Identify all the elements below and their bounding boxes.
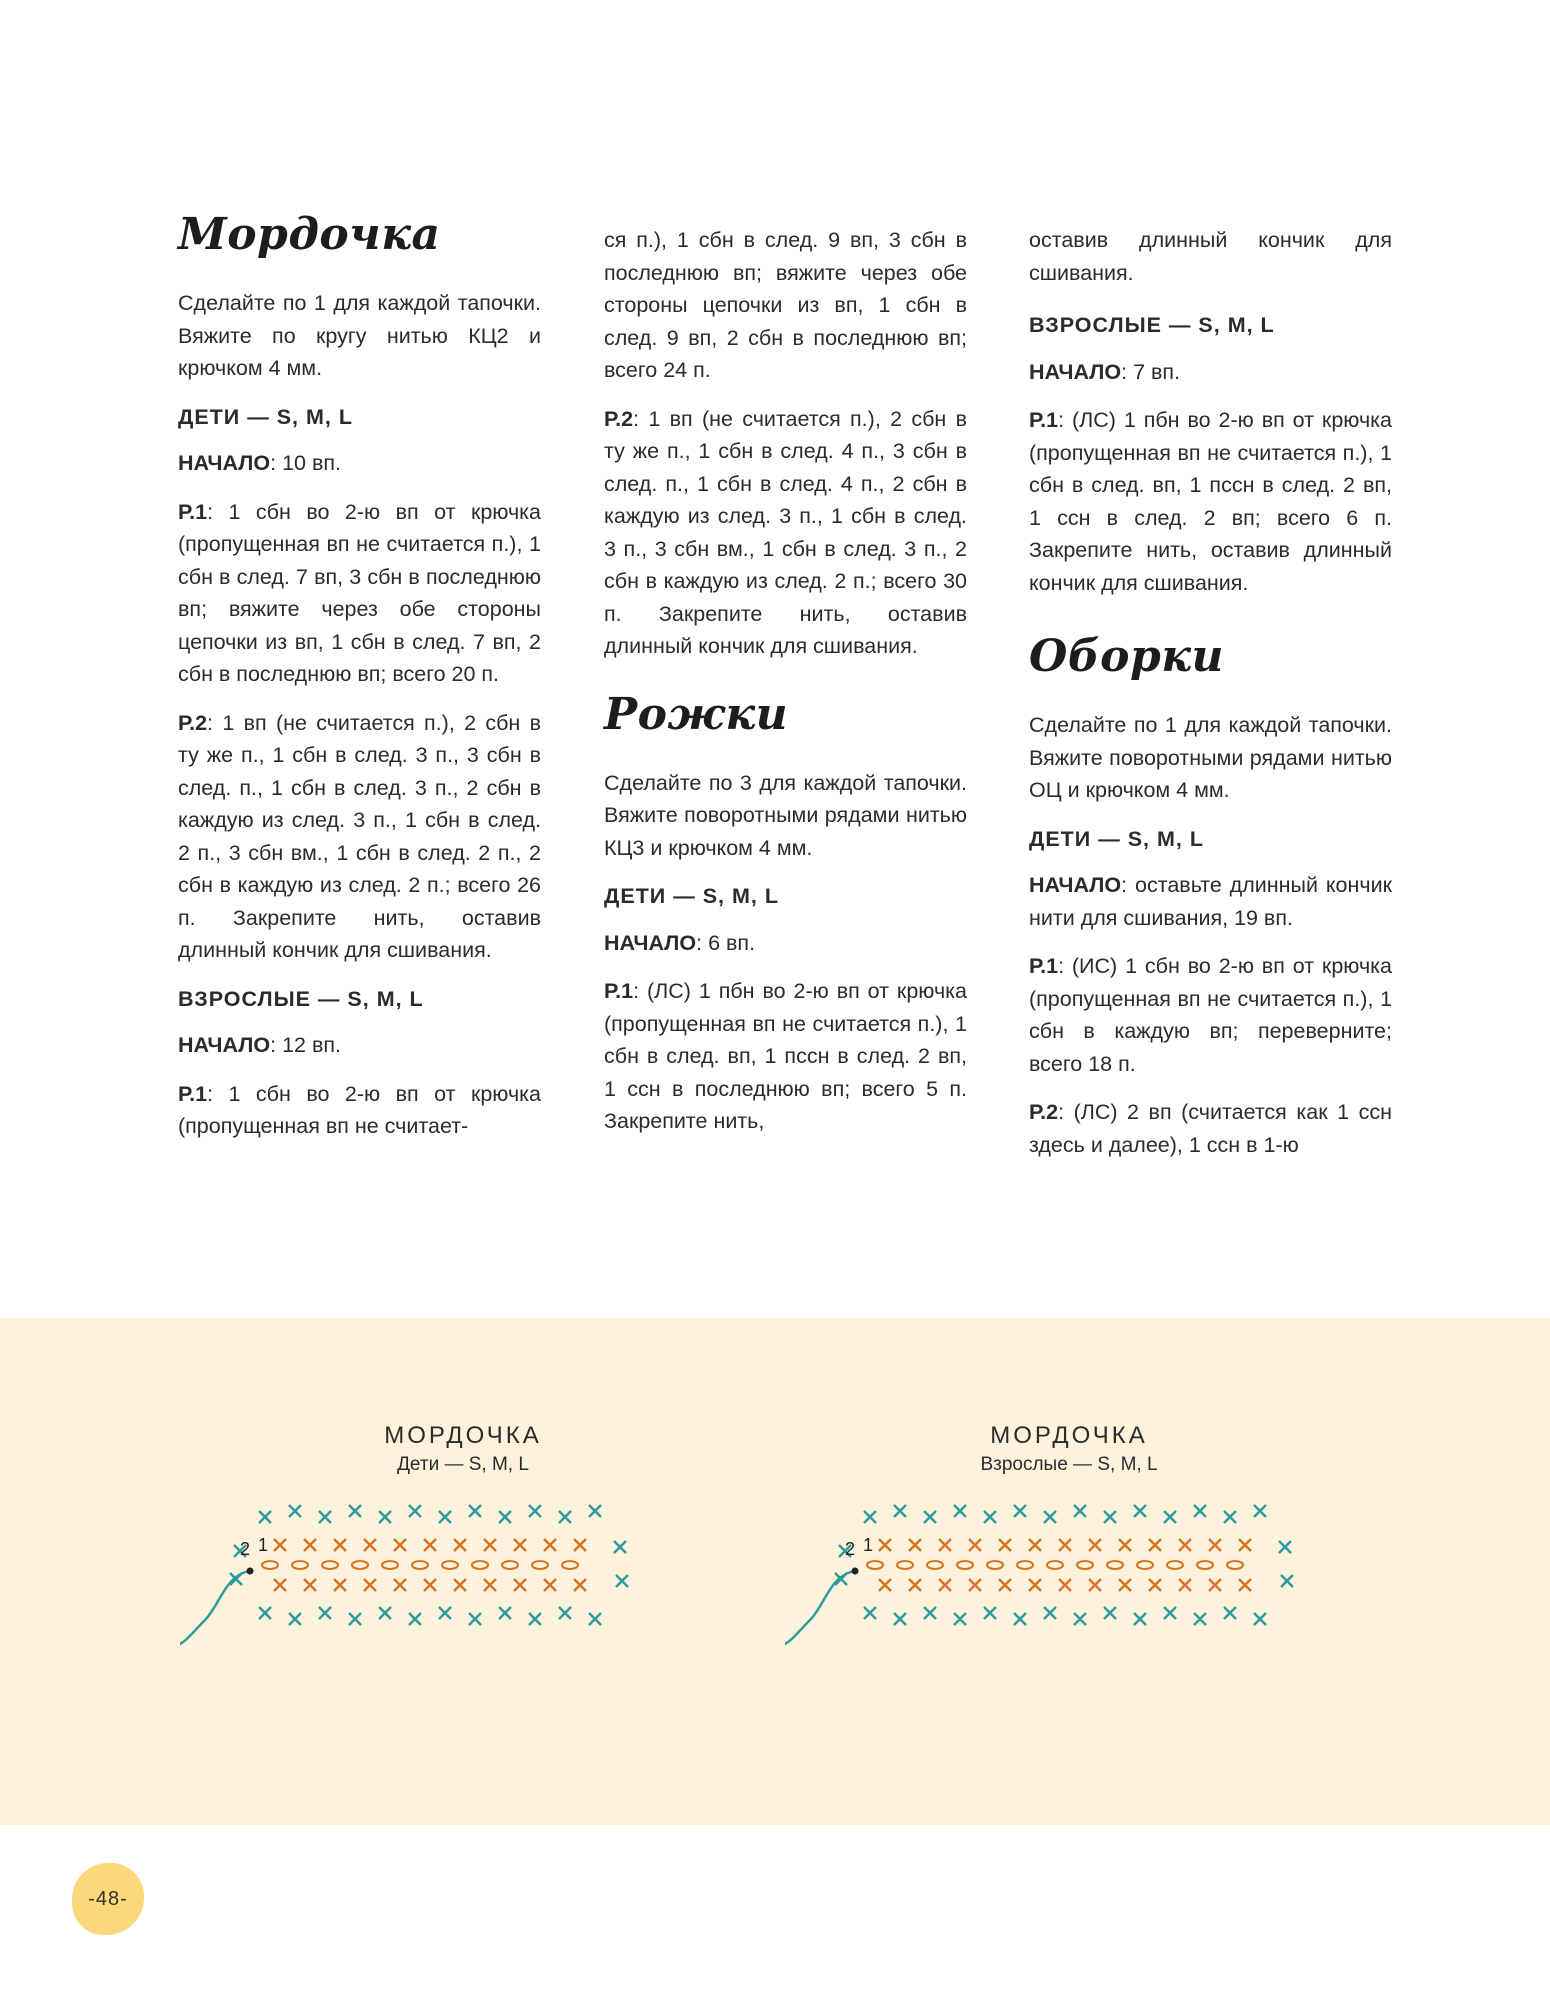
stitch-sc xyxy=(319,1511,331,1523)
stitch-sc xyxy=(894,1613,906,1625)
stitch-sc xyxy=(319,1607,331,1619)
round-label-1: 1 xyxy=(258,1535,269,1555)
stitch-sc xyxy=(439,1607,451,1619)
start-row: НАЧАЛО: 10 вп. xyxy=(178,451,341,475)
diagram-title-kids: МОРДОЧКА Дети — S, M, L xyxy=(384,1422,542,1475)
stitch-sc xyxy=(1089,1579,1101,1591)
stitch-sc xyxy=(394,1579,406,1591)
stitch-sc xyxy=(1179,1539,1191,1551)
column-3 xyxy=(1029,224,1392,1161)
size-title-kids: ДЕТИ — S, M, L xyxy=(178,404,353,429)
stitch-sc xyxy=(484,1579,496,1591)
stitch-sc xyxy=(894,1505,906,1517)
stitch-sc xyxy=(529,1613,541,1625)
stitch-ch xyxy=(867,1561,883,1569)
stitch-sc xyxy=(1074,1613,1086,1625)
stitch-sc xyxy=(274,1539,286,1551)
stitch-sc xyxy=(589,1505,601,1517)
stitch-sc xyxy=(1074,1505,1086,1517)
stitch-sc xyxy=(544,1539,556,1551)
stitch-ch xyxy=(1227,1561,1243,1569)
stitch-sc xyxy=(379,1511,391,1523)
size-title-kids: ДЕТИ — S, M, L xyxy=(604,884,779,908)
row-1: Р.1: (ИС) 1 сбн во 2-ю вп от крючка (пропущенная вп не считается п.), 1 сбн в каждую вп; переверните; всего 18 п. xyxy=(1029,954,1392,1076)
stitch-sc xyxy=(469,1613,481,1625)
start-row: НАЧАЛО: 7 вп. xyxy=(1029,359,1181,384)
stitch-sc xyxy=(469,1505,481,1517)
stitch-sc xyxy=(574,1579,586,1591)
stitch-ch xyxy=(412,1561,428,1569)
stitch-sc xyxy=(454,1579,466,1591)
stitch-sc xyxy=(909,1539,921,1551)
stitch-sc xyxy=(969,1539,981,1551)
stitch-sc xyxy=(984,1607,996,1619)
row-2: Р.2: 1 вп (не считается п.), 2 сбн в ту же п., 1 сбн в след. 4 п., 3 сбн в след. п., 1 сбн в след. 4 п., 2 сбн в каждую из след. 3 п., 1 сбн в след. 3 п., 3 сбн вм., 1 сбн в след. 3 п., 2 сбн в каждую из след. 2 п.; всего 30 п. Закрепите нить, оставив длинный кончик для сшивания. xyxy=(604,406,967,658)
stitch-sc xyxy=(939,1579,951,1591)
size-title-adult: ВЗРОСЛЫЕ — S, M, L xyxy=(178,986,424,1011)
stitch-ch xyxy=(897,1561,913,1569)
round-label-2: 2 xyxy=(845,1539,856,1559)
stitch-sc xyxy=(1224,1511,1236,1523)
stitch-sc xyxy=(999,1539,1011,1551)
stitch-sc xyxy=(514,1579,526,1591)
stitch-sc xyxy=(1044,1511,1056,1523)
stitch-sc xyxy=(1179,1579,1191,1591)
stitch-sc xyxy=(1119,1579,1131,1591)
column-1 xyxy=(178,205,541,1143)
stitch-cluster xyxy=(616,1575,628,1587)
stitch-sc xyxy=(559,1607,571,1619)
stitch-sc xyxy=(304,1579,316,1591)
stitch-sc xyxy=(259,1511,271,1523)
stitch-ch xyxy=(442,1561,458,1569)
stitch-ch xyxy=(502,1561,518,1569)
stitch-sc xyxy=(924,1511,936,1523)
column-2 xyxy=(604,224,967,1138)
stitch-sc xyxy=(969,1579,981,1591)
stitch-sc xyxy=(1164,1511,1176,1523)
row-1: Р.1: (ЛС) 1 пбн во 2-ю вп от крючка (пропущенная вп не считается п.), 1 сбн в след. вп, 1 пссн в след. 2 вп, 1 ссн в след. 2 вп; всего 6 п. Закрепите нить, оставив длинный кончик для сшивания. xyxy=(1029,408,1392,595)
stitch-sc xyxy=(954,1505,966,1517)
stitch-sc xyxy=(454,1539,466,1551)
crochet-chart-kids xyxy=(180,1485,680,1675)
section-heading-mordochka: Мордочка xyxy=(178,209,441,260)
stitch-cluster xyxy=(614,1541,626,1553)
row-1: Р.1: 1 сбн во 2-ю вп от крючка (пропущенная вп не считает- xyxy=(178,1081,541,1138)
stitch-ch xyxy=(292,1561,308,1569)
stitch-sc xyxy=(1059,1579,1071,1591)
stitch-sc xyxy=(879,1579,891,1591)
stitch-sc xyxy=(924,1607,936,1619)
row-2: Р.2: 1 вп (не считается п.), 2 сбн в ту же п., 1 сбн в след. 3 п., 3 сбн в след. п., 1 сбн в след. 3 п., 2 сбн в каждую из след. 3 п., 1 сбн в след. 2 п., 3 сбн вм., 1 сбн в след. 2 п., 2 сбн в каждую из след. 2 п.; всего 26 п. Закрепите нить, оставив длинный кончик для сшивания. xyxy=(178,710,541,962)
stitch-sc xyxy=(909,1579,921,1591)
start-row: НАЧАЛО: оставьте длинный кончик нити для сшивания, 19 вп. xyxy=(1029,873,1392,930)
stitch-cluster xyxy=(1279,1541,1291,1553)
stitch-sc xyxy=(1149,1579,1161,1591)
stitch-sc xyxy=(879,1539,891,1551)
stitch-sc xyxy=(1104,1511,1116,1523)
intro-text: Сделайте по 1 для каждой тапочки. Вяжите поворотными рядами нитью ОЦ и крючком 4 мм. xyxy=(1029,713,1392,802)
stitch-sc xyxy=(1014,1613,1026,1625)
stitch-sc xyxy=(1029,1579,1041,1591)
continued-text: ся п.), 1 сбн в след. 9 вп, 3 сбн в последнюю вп; вяжите через обе стороны цепочки из вп, 1 сбн в след. 9 вп, 2 сбн в последнюю вп; всего 24 п. xyxy=(604,228,967,382)
diagram-title-adult: МОРДОЧКА Взрослые — S, M, L xyxy=(980,1422,1158,1475)
stitch-sc xyxy=(514,1539,526,1551)
stitch-ch xyxy=(1197,1561,1213,1569)
stitch-sc xyxy=(304,1539,316,1551)
stitch-ch xyxy=(1077,1561,1093,1569)
stitch-sc xyxy=(409,1613,421,1625)
stitch-sc xyxy=(349,1613,361,1625)
stitch-ch xyxy=(1017,1561,1033,1569)
stitch-ch xyxy=(352,1561,368,1569)
stitch-sc xyxy=(984,1511,996,1523)
stitch-sc xyxy=(1119,1539,1131,1551)
stitch-sc xyxy=(864,1607,876,1619)
stitch-sc xyxy=(1059,1539,1071,1551)
stitch-sc xyxy=(289,1505,301,1517)
stitch-sc xyxy=(1134,1613,1146,1625)
stitch-sc xyxy=(1149,1539,1161,1551)
stitch-ch xyxy=(1107,1561,1123,1569)
section-heading-oborki: Оборки xyxy=(1029,631,1224,682)
stitch-sc xyxy=(1029,1539,1041,1551)
stitch-sc xyxy=(1194,1505,1206,1517)
stitch-sc xyxy=(1044,1607,1056,1619)
section-heading-rozhki: Рожки xyxy=(604,688,789,740)
stitch-sc xyxy=(1239,1539,1251,1551)
round-label-1: 1 xyxy=(863,1535,874,1555)
stitch-ch xyxy=(927,1561,943,1569)
stitch-ch xyxy=(1167,1561,1183,1569)
size-title-adult: ВЗРОСЛЫЕ — S, M, L xyxy=(1029,313,1275,337)
stitch-sc xyxy=(559,1511,571,1523)
stitch-sc xyxy=(1104,1607,1116,1619)
stitch-sc xyxy=(409,1505,421,1517)
intro-text: Сделайте по 3 для каждой тапочки. Вяжите поворотными рядами нитью КЦ3 и крючком 4 мм. xyxy=(604,770,967,860)
stitch-sc xyxy=(1164,1607,1176,1619)
row-2: Р.2: (ЛС) 2 вп (считается как 1 ссн здесь и далее), 1 ссн в 1-ю xyxy=(1029,1100,1392,1157)
row-1: Р.1: (ЛС) 1 пбн во 2-ю вп от крючка (пропущенная вп не считается п.), 1 сбн в след. вп, 1 пссн в след. 2 вп, 1 ссн в последнюю вп; всего 5 п. Закрепите нить, xyxy=(604,979,967,1133)
start-row: НАЧАЛО: 12 вп. xyxy=(178,1033,341,1057)
stitch-sc xyxy=(1239,1579,1251,1591)
stitch-sc xyxy=(1209,1539,1221,1551)
stitch-sc xyxy=(334,1579,346,1591)
stitch-sc xyxy=(1254,1505,1266,1517)
stitch-sc xyxy=(1194,1613,1206,1625)
stitch-ch xyxy=(262,1561,278,1569)
stitch-ch xyxy=(987,1561,1003,1569)
stitch-ch xyxy=(472,1561,488,1569)
stitch-ch xyxy=(562,1561,578,1569)
stitch-ch xyxy=(322,1561,338,1569)
stitch-sc xyxy=(529,1505,541,1517)
stitch-ch xyxy=(957,1561,973,1569)
stitch-sc xyxy=(1089,1539,1101,1551)
stitch-sc xyxy=(939,1539,951,1551)
round-label-2: 2 xyxy=(240,1539,251,1559)
stitch-sc xyxy=(349,1505,361,1517)
stitch-sc xyxy=(289,1613,301,1625)
stitch-ch xyxy=(1137,1561,1153,1569)
stitch-sc xyxy=(1209,1579,1221,1591)
stitch-sc xyxy=(364,1539,376,1551)
row-1: Р.1: 1 сбн во 2-ю вп от крючка (пропущенная вп не считается п.), 1 сбн в след. 7 вп, 3 сбн в последнюю вп; вяжите через обе стороны цепочки из вп, 1 сбн в след. 7 вп, 2 сбн в последнюю вп; всего 20 п. xyxy=(178,499,541,686)
stitch-sc xyxy=(574,1539,586,1551)
stitch-sc xyxy=(999,1579,1011,1591)
stitch-sc xyxy=(1224,1607,1236,1619)
stitch-sc xyxy=(499,1511,511,1523)
stitch-sc xyxy=(1254,1613,1266,1625)
stitch-sc xyxy=(334,1539,346,1551)
stitch-cluster xyxy=(1281,1575,1293,1587)
stitch-sc xyxy=(864,1511,876,1523)
stitch-ch xyxy=(532,1561,548,1569)
stitch-ch xyxy=(382,1561,398,1569)
stitch-sc xyxy=(499,1607,511,1619)
continued-text: оставив длинный кончик для сшивания. xyxy=(1029,228,1392,285)
page-number: -48- xyxy=(72,1863,144,1935)
start-dot xyxy=(852,1568,859,1575)
stitch-sc xyxy=(439,1511,451,1523)
stitch-sc xyxy=(1014,1505,1026,1517)
stitch-sc xyxy=(424,1579,436,1591)
stitch-sc xyxy=(589,1613,601,1625)
stitch-sc xyxy=(544,1579,556,1591)
start-dot xyxy=(247,1568,254,1575)
stitch-sc xyxy=(379,1607,391,1619)
stitch-sc xyxy=(1134,1505,1146,1517)
stitch-sc xyxy=(394,1539,406,1551)
stitch-sc xyxy=(364,1579,376,1591)
intro-text: Сделайте по 1 для каждой тапочки. Вяжите по кругу нитью КЦ2 и крючком 4 мм. xyxy=(178,291,541,380)
stitch-sc xyxy=(954,1613,966,1625)
size-title-kids: ДЕТИ — S, M, L xyxy=(1029,826,1204,851)
stitch-sc xyxy=(484,1539,496,1551)
stitch-ch xyxy=(1047,1561,1063,1569)
stitch-sc xyxy=(274,1579,286,1591)
stitch-sc xyxy=(259,1607,271,1619)
crochet-chart-adult xyxy=(785,1485,1345,1675)
start-row: НАЧАЛО: 6 вп. xyxy=(604,930,756,955)
stitch-sc xyxy=(424,1539,436,1551)
